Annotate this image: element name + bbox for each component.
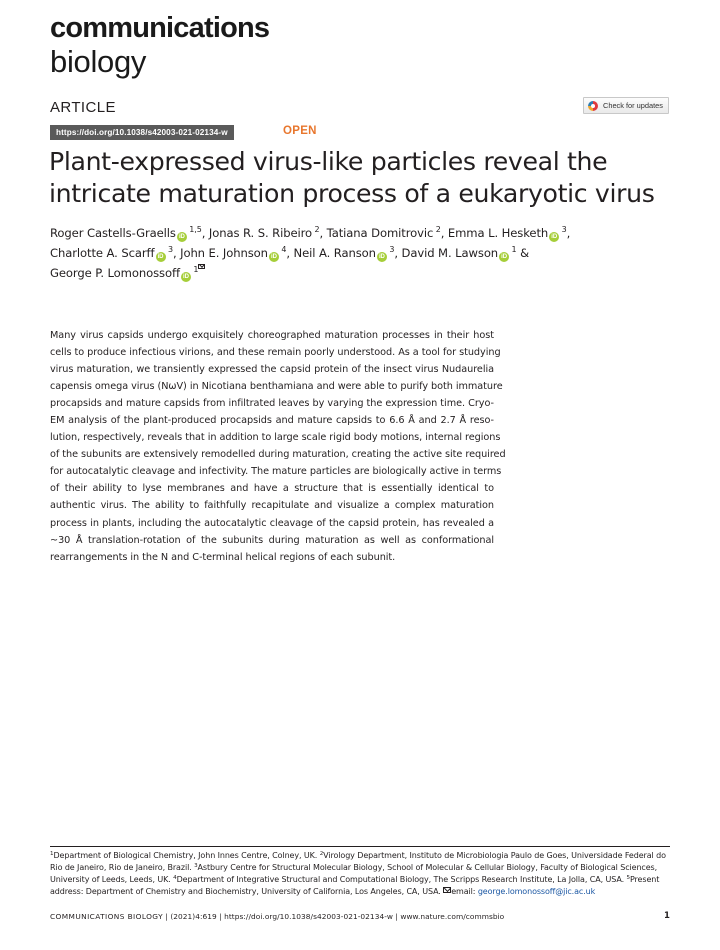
author-affiliation-ref: 3 [386,245,395,254]
author[interactable] [50,226,202,240]
email-label: email: [451,887,478,897]
footer-separator: | [162,912,171,921]
author[interactable] [327,226,441,240]
article-type-label: ARTICLE [50,99,116,116]
author[interactable] [180,246,286,260]
author-separator: , [319,226,327,240]
author-affiliation-ref: 1 [191,265,205,274]
author[interactable] [209,226,320,240]
author[interactable] [448,226,567,240]
journal-name-line1: communications [50,12,270,44]
author-affiliation-ref: 3 [165,245,173,254]
author-name: David M. Lawson [401,246,499,260]
abstract-line: of their ability to lyse membranes and have a structure that is essentially identical to [50,483,494,495]
affiliation: $^5$Present address: Department of Chemistry and Biochemistry, University of California, Los Angeles, CA, USA. [50,875,660,897]
affiliation-number: 3 [194,863,198,870]
author-separator: , [566,226,571,240]
doi-link[interactable]: https://doi.org/10.1038/s42003-021-02134-w [50,125,234,140]
author-separator: & [516,246,530,260]
orcid-icon[interactable]: iD [181,272,191,282]
orcid-icon[interactable]: iD [377,252,387,262]
crossmark-icon [588,101,598,111]
abstract-line: procapsids and mature capsids from infiltrated leaves by varying the expression time. Cryo- [50,398,494,410]
abstract-line: Many virus capsids undergo exquisitely choreographed maturation processes in their host [50,330,494,341]
author-name: George P. Lomonossoff [50,266,180,280]
footer-doi-link[interactable]: https://doi.org/10.1038/s42003-021-02134-w [224,912,394,921]
affiliations-divider [50,846,670,847]
orcid-icon[interactable]: iD [549,232,559,242]
author[interactable] [402,246,517,260]
affiliation: $^4$Department of Integrative Structural and Computational Biology, The Scripps Research Institute, La Jolla, CA, USA. [173,875,627,885]
check-for-updates-button[interactable] [583,97,669,114]
author[interactable] [294,246,395,260]
footer-separator: | [216,912,225,921]
author-affiliation-ref: 2 [433,225,441,234]
author[interactable] [50,266,205,280]
orcid-icon[interactable]: iD [499,252,509,262]
orcid-icon[interactable]: iD [177,232,187,242]
abstract-line: virus maturation, we transiently expressed the capsid protein of the insect virus Nudaurelia [50,364,494,376]
author-name: Tatiana Domitrovic [326,226,434,240]
author-affiliation-ref: 4 [278,245,287,254]
abstract-line: for autocatalytic cleavage and infectivity. The mature particles are biologically active in terms [50,466,502,478]
page-number: 1 [664,911,670,921]
paper-title: Plant-expressed virus-like particles reveal the intricate maturation process of a eukaryotic virus [49,147,655,208]
email-link[interactable]: george.lomonossoff@jic.ac.uk [477,887,596,897]
author-list [50,223,680,283]
orcid-icon[interactable]: iD [269,252,279,262]
author-name: Charlotte A. Scarff [50,246,155,260]
footer-separator: | [393,912,401,921]
check-for-updates-label: Check for updates [603,101,663,110]
corresponding-author-mail-icon [198,264,205,269]
journal-name-line2: biology [50,44,147,79]
abstract-line: of the subunits are extensively remodelled during maturation, creating the active site required [50,449,506,461]
author-separator: , [394,246,402,260]
footer-journal: COMMUNICATIONS BIOLOGY [50,912,163,921]
affiliations [50,850,672,898]
affiliation-number: 5 [626,875,630,882]
abstract-line: rearrangements in the N and C-terminal helical regions of each subunit. [50,551,396,563]
affiliation: $^3$Astbury Centre for Structural Molecular Biology, School of Molecular & Cellular Biology, Faculty of Biological Sciences, University of Leeds, Leeds, UK. [50,863,658,885]
open-access-badge: OPEN [283,125,317,137]
abstract-line: authentic virus. The ability to faithfully recapitulate and visualize a complex maturation [50,500,494,512]
author-name: John E. Johnson [180,246,268,260]
author-separator: , [172,246,181,260]
affiliation-number: 1 [50,851,54,857]
author-separator: , [286,246,294,260]
mail-icon [443,887,451,893]
author-name: Jonas R. S. Ribeiro [208,226,313,240]
abstract-line: process in plants, including the autocatalytic cleavage of the capsid protein, has revealed a [50,517,494,529]
abstract-line: cells to produce infectious virions, and these remain poorly understood. As a tool for studying [50,347,501,359]
author-name: Roger Castells-Graells [50,226,176,240]
affiliation-number: 2 [319,851,324,857]
abstract-line: EM analysis of the plant-produced procapsids and mature capsids to 6.6 Å and 2.7 Å reso- [50,415,494,427]
author[interactable] [50,246,173,260]
author-affiliation-ref: 1,5 [186,225,202,234]
author-affiliation-ref: 2 [312,225,320,234]
abstract [50,327,506,566]
footer-website-link[interactable]: www.nature.com/commsbio [400,912,505,921]
abstract-line: lution, respectively, reveals that in addition to large scale rigid body motions, internal regions [50,432,501,444]
author-affiliation-ref: 1 [509,245,517,254]
affiliation: $^1$Department of Biological Chemistry, John Innes Centre, Colney, UK. [50,851,320,860]
footer-citation: (2021)4:619 [170,912,217,921]
abstract-line: capensis omega virus (NωV) in Nicotiana benthamiana and were able to purify both immature [50,381,503,393]
page-footer [50,912,670,921]
author-separator: , [201,226,209,240]
author-name: Emma L. Hesketh [447,226,549,240]
author-name: Neil A. Ranson [293,246,376,260]
journal-logo [50,14,269,77]
author-separator: , [440,226,448,240]
abstract-line: ~30 Å translation-rotation of the subunits during maturation as well as conformational [50,534,494,546]
author-affiliation-ref: 3 [559,225,567,234]
orcid-icon[interactable]: iD [156,252,166,262]
affiliation-number: 4 [173,875,177,882]
affiliation: $^2$Virology Department, Instituto de Microbiologia Paulo de Goes, Universidade Federal do Rio de Janeiro, Rio de Janeiro, Brazil. [50,851,666,873]
